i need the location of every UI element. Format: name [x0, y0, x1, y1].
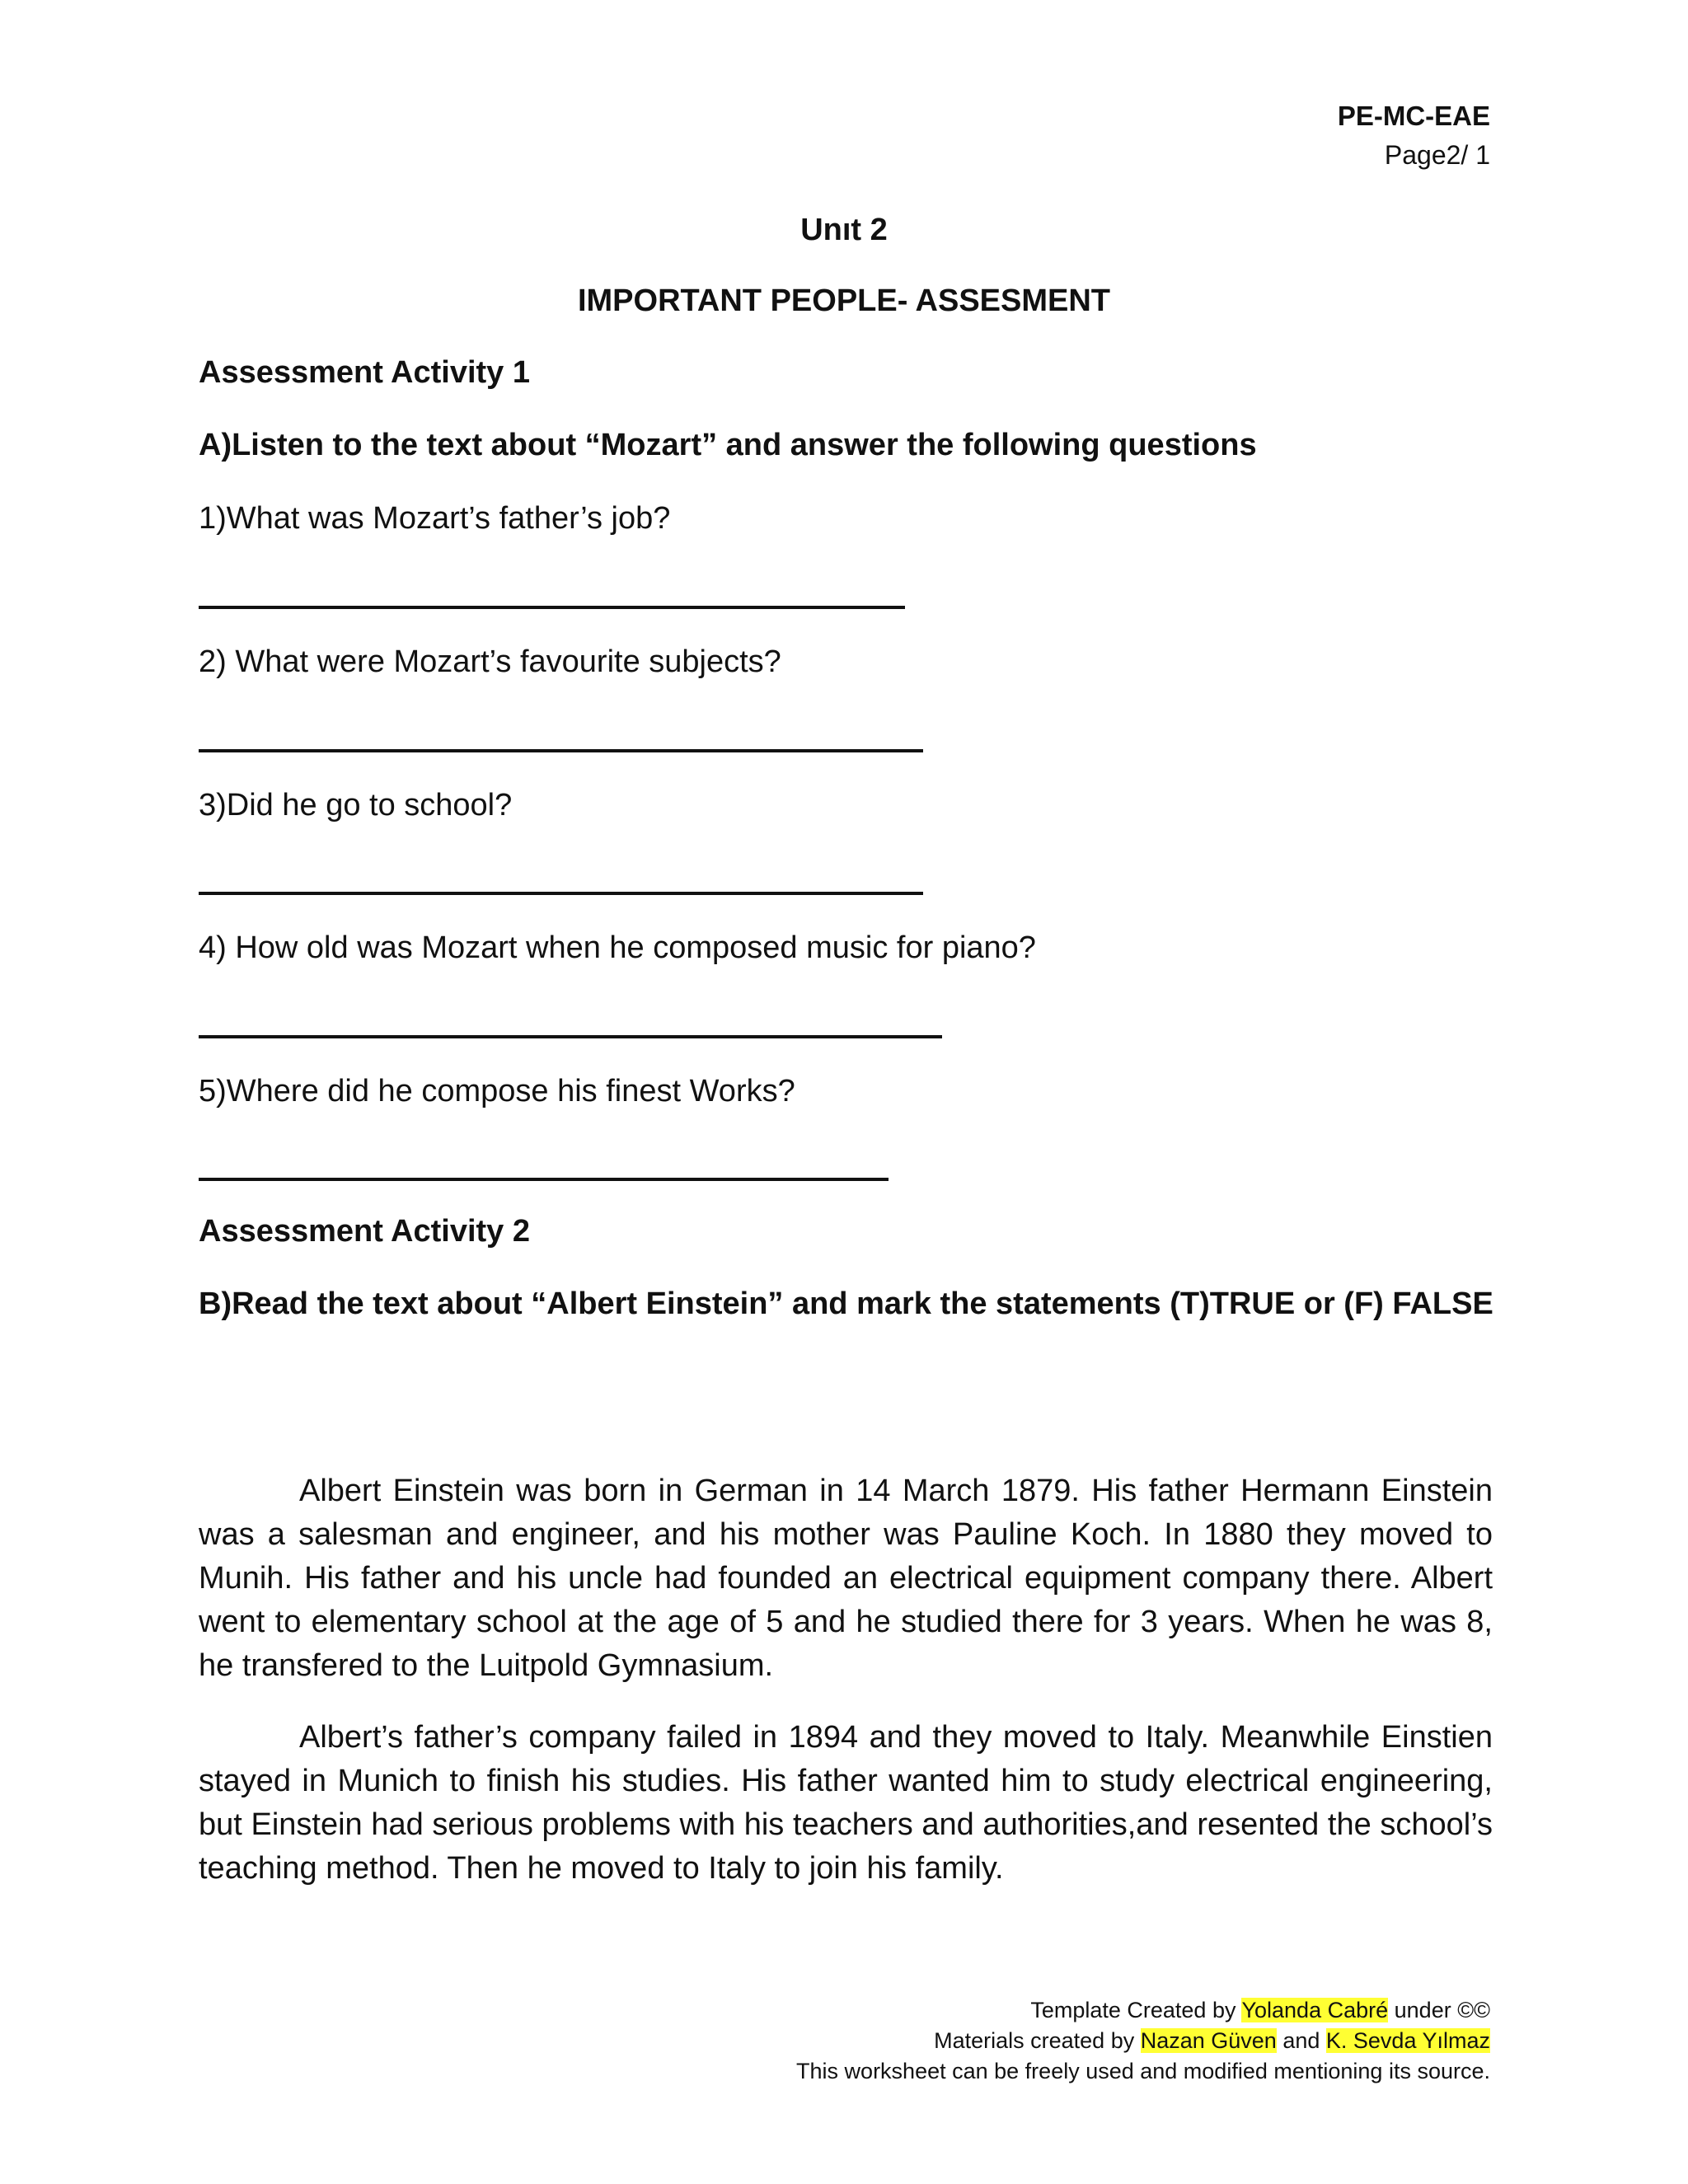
author-name-highlight: Nazan Güven [1140, 2028, 1277, 2053]
page-number: Page2/ 1 [1384, 140, 1490, 170]
unit-title: Unıt 2 [800, 213, 888, 247]
author-name-highlight: K. Sevda Yılmaz [1325, 2028, 1490, 2053]
footer-materials-credit [934, 2028, 1490, 2054]
page-title: IMPORTANT PEOPLE- ASSESMENT [577, 284, 1111, 318]
question-5: 5)Where did he compose his finest Works? [199, 1074, 795, 1108]
question-3: 3)Did he go to school? [199, 788, 513, 823]
answer-line-4[interactable] [199, 1035, 942, 1038]
footer-text: Materials created by [934, 2028, 1141, 2053]
footer-license: This worksheet can be freely used and modified mentioning its source. [796, 2059, 1490, 2083]
answer-line-1[interactable] [199, 606, 905, 609]
question-4: 4) How old was Mozart when he composed music for piano? [199, 930, 1036, 965]
passage-paragraph-2: Albert’s father’s company failed in 1894 and they moved to Italy. Meanwhile Einstien stayed in Munich to finish his studies. His father wanted him to study electrical engineering, but Einstein had serious problems with his teachers and authorities,and resented the school’s teaching method. Then he moved to Italy to join his family. [199, 1720, 1493, 1886]
activity1-instruction: A)Listen to the text about “Mozart” and answer the following questions [199, 428, 1257, 462]
passage-paragraph-1: Albert Einstein was born in German in 14 March 1879. His father Hermann Einstein was a salesman and engineer, and his mother was Pauline Koch. In 1880 they moved to Munih. His father and his uncle had founded an electrical equipment company there. Albert went to elementary school at the age of 5 and he studied there for 3 years. When he was 8, he transfered to the Luitpold Gymnasium. [199, 1474, 1493, 1683]
footer-text: under ©© [1388, 1998, 1490, 2022]
footer-text: Template Created by [1030, 1998, 1242, 2022]
question-1: 1)What was Mozart’s father’s job? [199, 501, 671, 536]
question-2: 2) What were Mozart’s favourite subjects? [199, 644, 781, 679]
activity2-instruction: B)Read the text about “Albert Einstein” and mark the statements (T)TRUE or (F) FALSE [199, 1286, 1493, 1321]
answer-line-2[interactable] [199, 749, 923, 752]
footer-text: and [1276, 2028, 1326, 2053]
activity1-heading: Assessment Activity 1 [199, 355, 531, 390]
answer-line-3[interactable] [199, 892, 923, 895]
author-name-highlight: Yolanda Cabré [1241, 1998, 1389, 2022]
document-code: PE-MC-EAE [1337, 101, 1490, 131]
answer-line-5[interactable] [199, 1178, 889, 1181]
footer-template-credit [1030, 1998, 1490, 2023]
activity2-heading: Assessment Activity 2 [199, 1214, 531, 1249]
